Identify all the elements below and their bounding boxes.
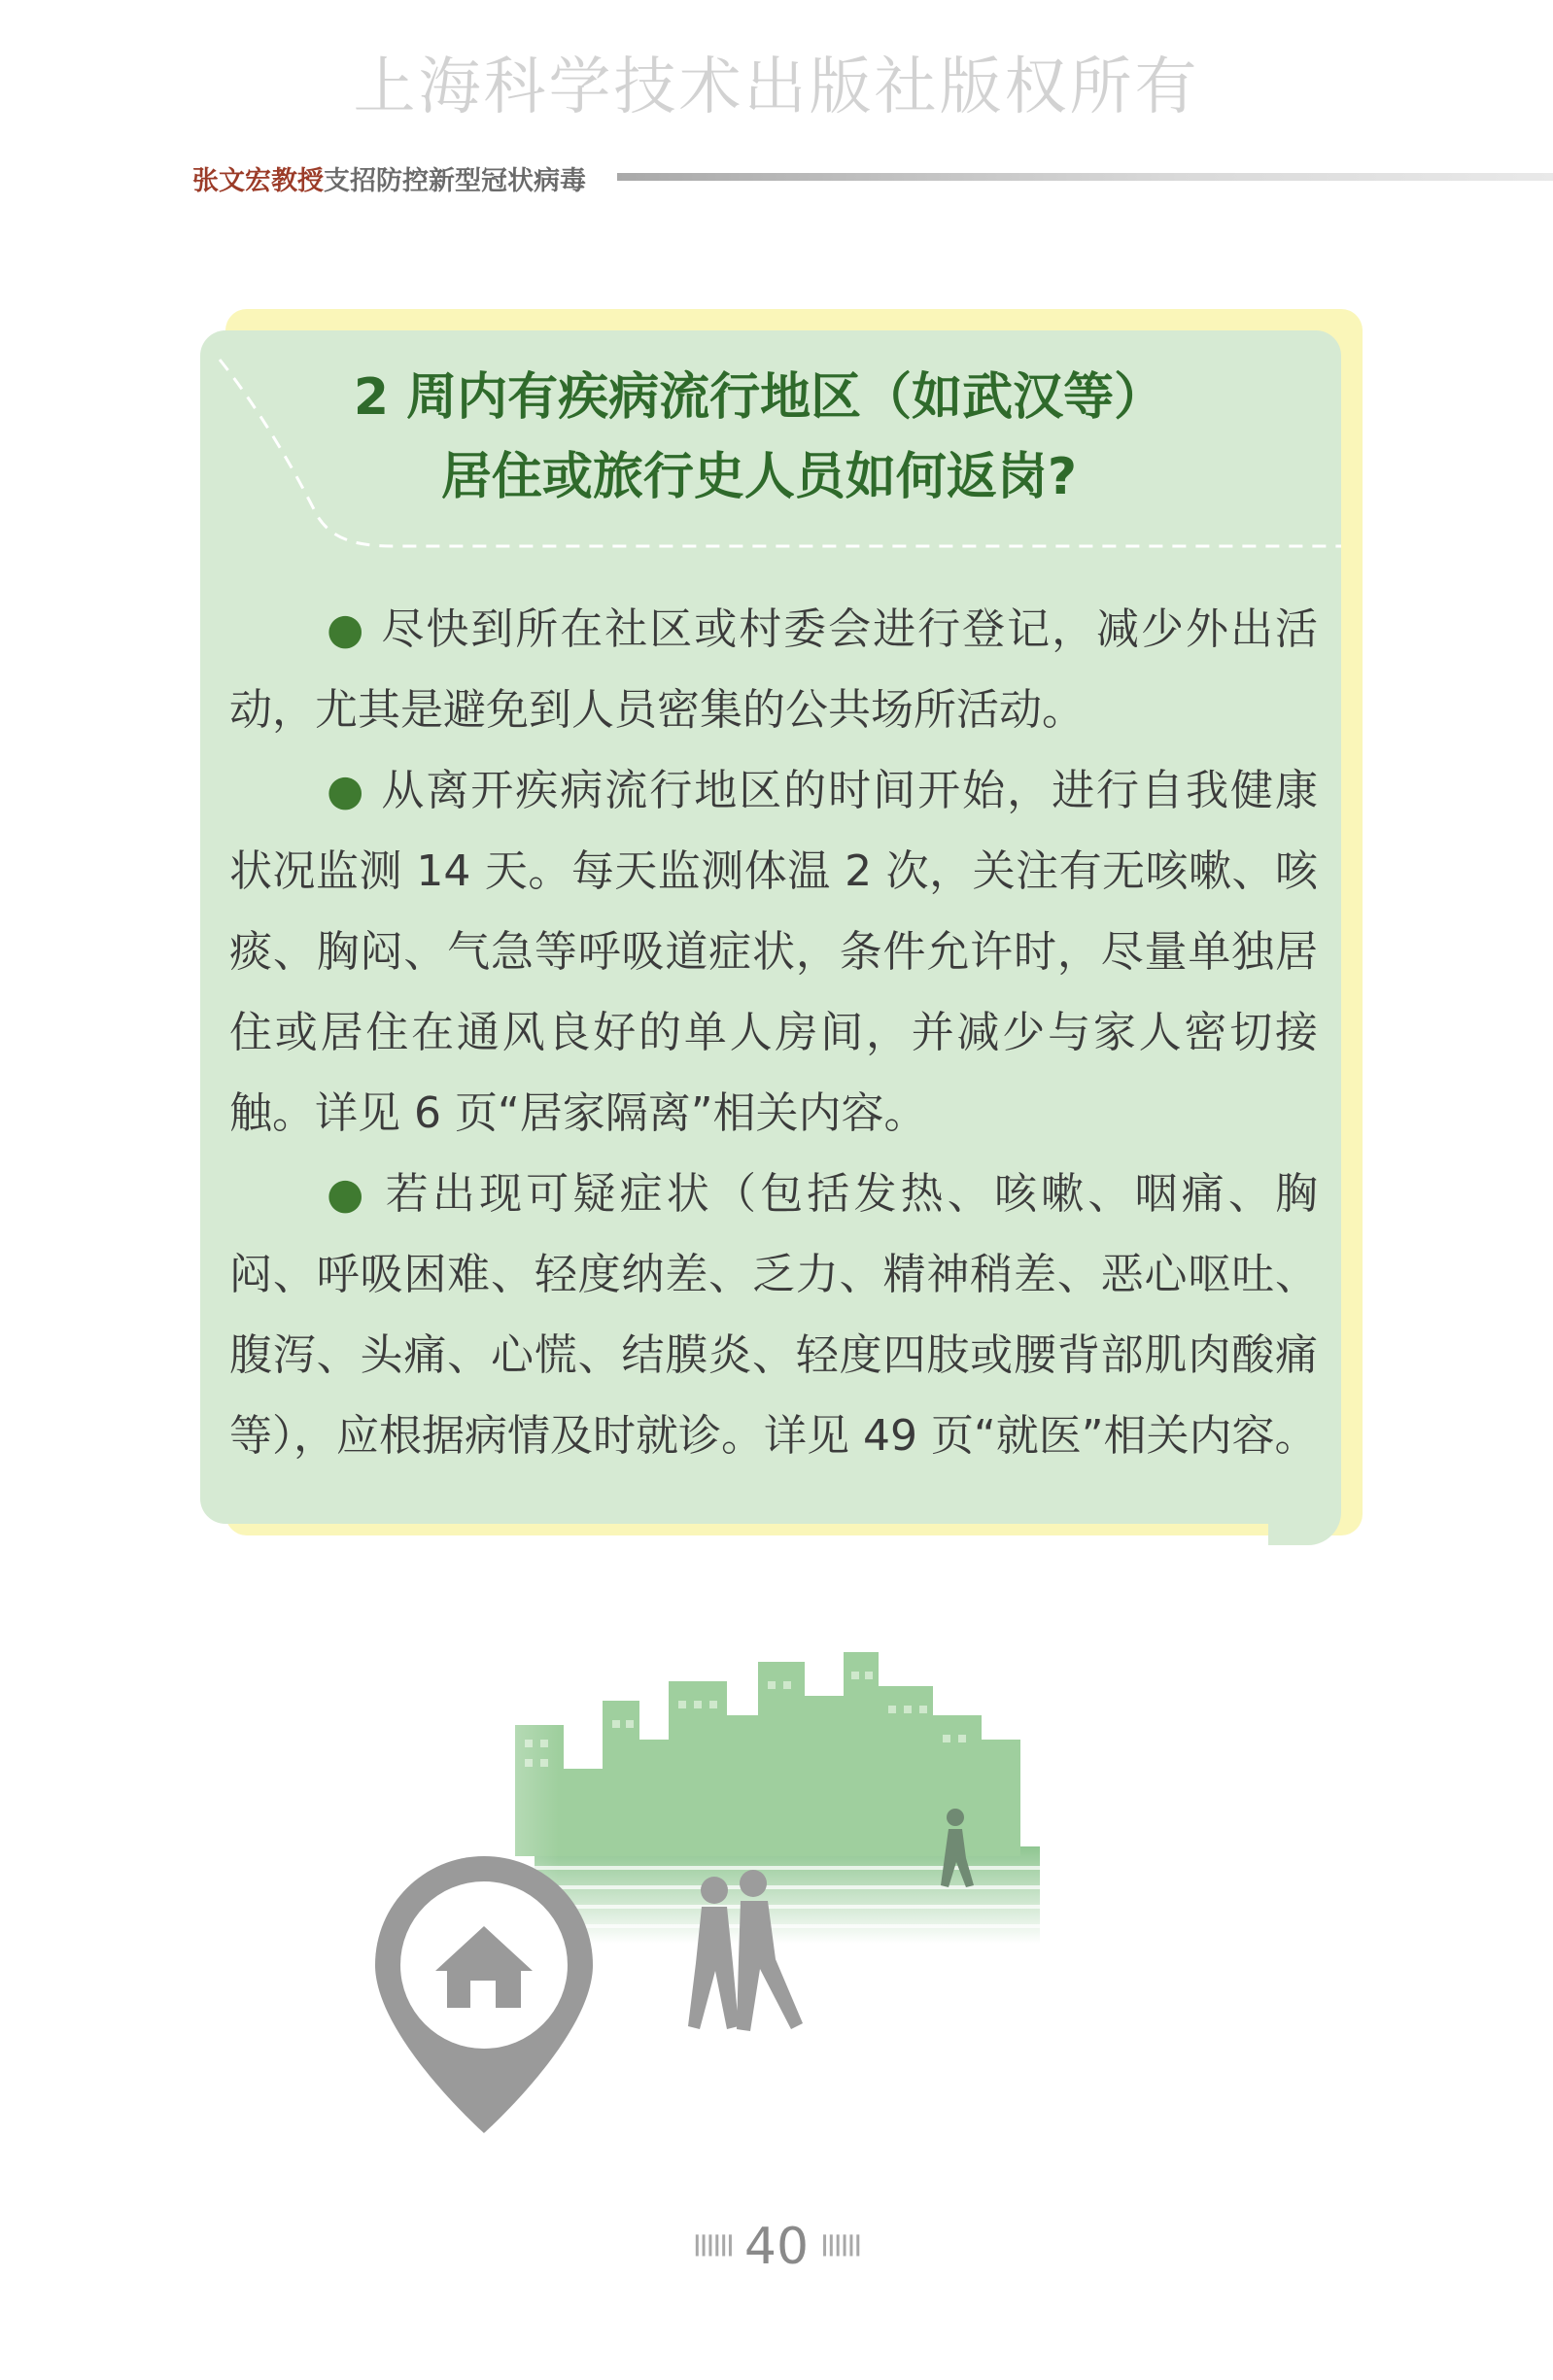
paragraph-3	[229, 1154, 1318, 1476]
page-number-ticks-right: IIIIII	[820, 2229, 861, 2264]
card-title-line2: 居住或旅行史人员如何返岗?	[440, 448, 1078, 506]
running-head-subtitle: 支招防控新型冠状病毒	[324, 166, 586, 196]
bullet-dot: ●	[327, 1169, 368, 1219]
page-number	[0, 2218, 1553, 2276]
paragraph-1	[229, 589, 1318, 750]
page-number-ticks-left: IIIIII	[692, 2229, 733, 2264]
bullet-dot: ●	[327, 604, 366, 654]
paragraph-2	[229, 750, 1318, 1154]
page-number-value: 40	[743, 2218, 810, 2276]
paragraph-text: 从离开疾病流行地区的时间开始，进行自我健康状况监测 14 天。每天监测体温 2 次，关注有无咳嗽、咳痰、胸闷、气急等呼吸道症状，条件允许时，尽量单独居住或居住在通风良好的单人房间，并减少与家人密切接触。详见 6 页“居家隔离”相关内容。	[229, 766, 1318, 1138]
card-title-line1: 2 周内有疾病流行地区（如武汉等）	[353, 368, 1165, 427]
card-tail	[1268, 1477, 1341, 1545]
card-body	[229, 589, 1318, 1476]
running-head-rule	[617, 173, 1553, 181]
running-head	[192, 159, 586, 197]
card-title	[200, 358, 1318, 517]
bullet-dot: ●	[327, 766, 366, 815]
running-head-author: 张文宏教授	[192, 166, 324, 196]
watermark-copyright: 上海科学技术出版社版权所有	[353, 52, 1200, 123]
return-to-work-illustration	[369, 1642, 1127, 2148]
paragraph-text: 尽快到所在社区或村委会进行登记，减少外出活动，尤其是避免到人员密集的公共场所活动。	[229, 604, 1318, 735]
paragraph-text: 若出现可疑症状（包括发热、咳嗽、咽痛、胸闷、呼吸困难、轻度纳差、乏力、精神稍差、恶心呕吐、腹泻、头痛、心慌、结膜炎、轻度四肢或腰背部肌肉酸痛等），应根据病情及时就诊。详见 49 页“就医”相关内容。	[229, 1169, 1318, 1461]
